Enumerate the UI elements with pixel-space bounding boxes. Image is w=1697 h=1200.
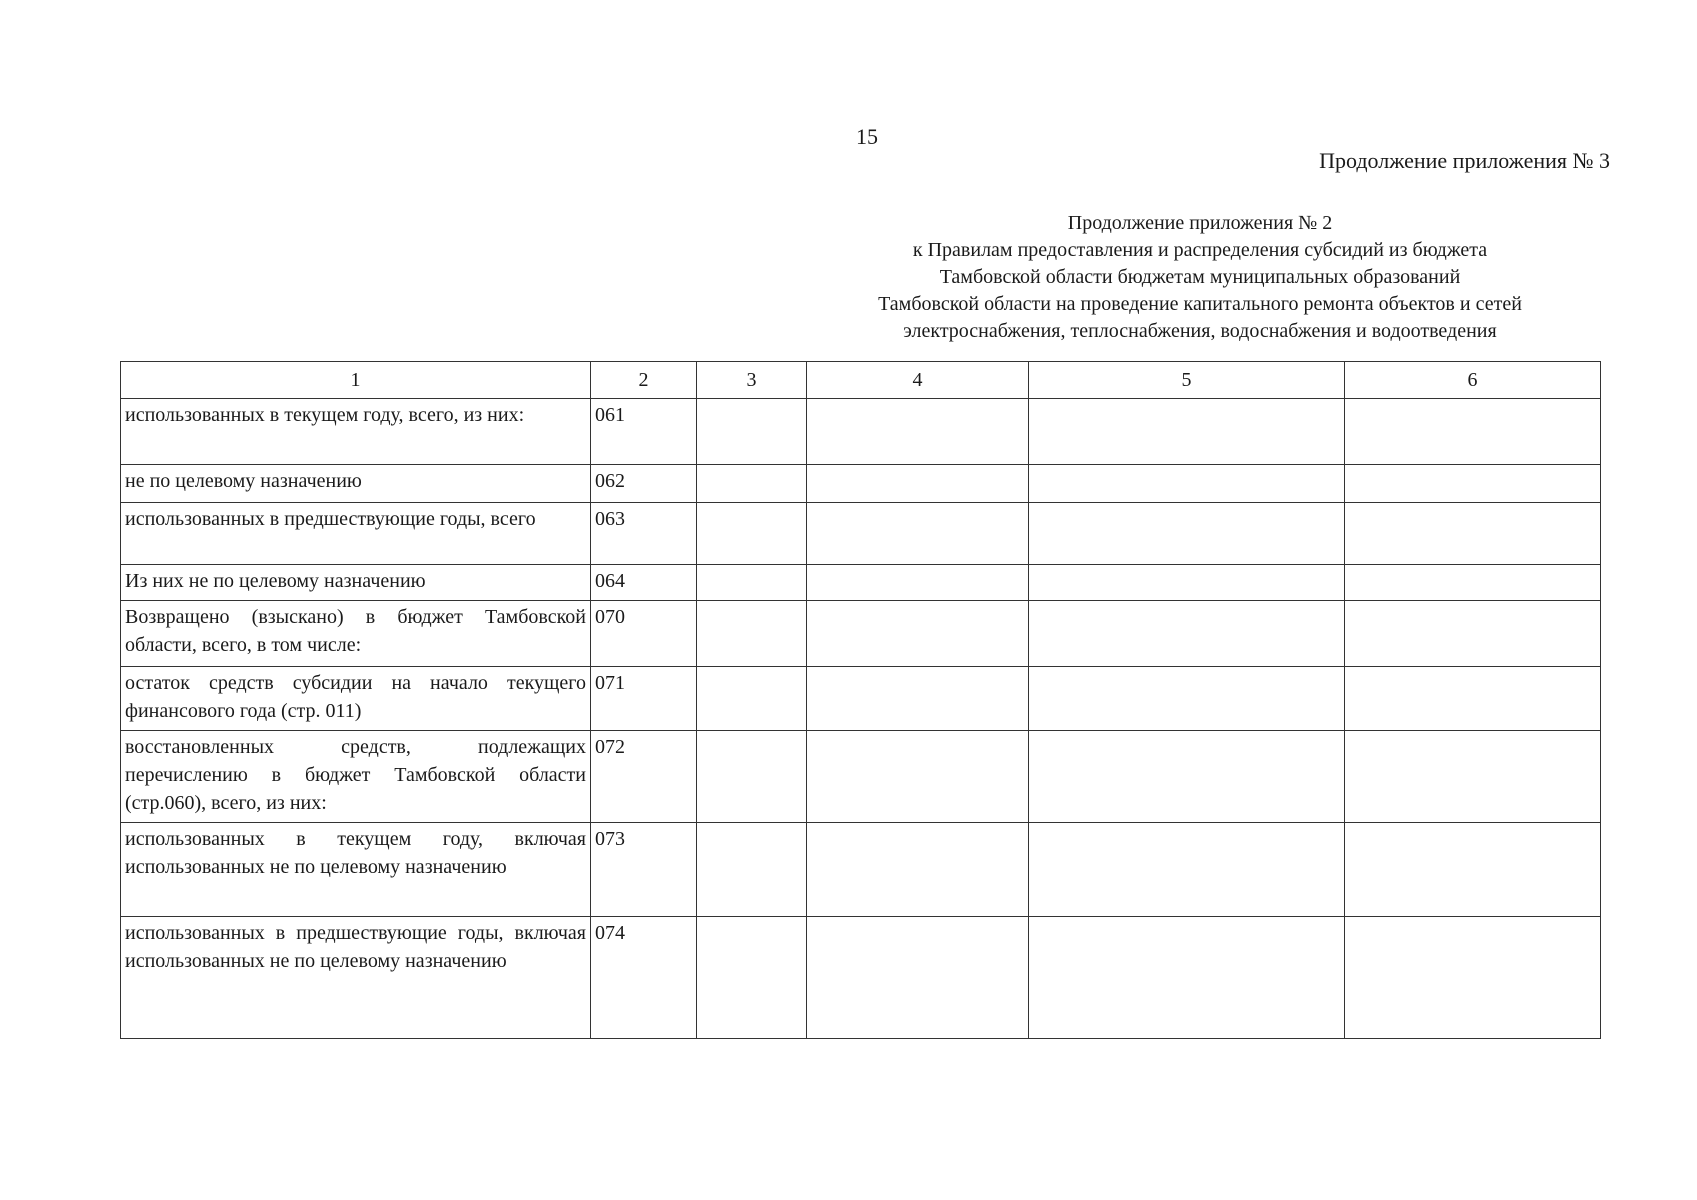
header-line: к Правилам предоставления и распределения субсидий из бюджета — [912, 239, 1488, 261]
row-description: не по целевому назначению — [121, 465, 591, 503]
empty-cell-col-6 — [1345, 399, 1601, 465]
empty-cell-col-3 — [697, 601, 807, 667]
table-row — [121, 465, 1601, 503]
appendix-3-continuation: Продолжение приложения № 3 — [1319, 148, 1610, 173]
row-code: 074 — [591, 917, 697, 1039]
table-row — [121, 823, 1601, 917]
column-header-4: 4 — [807, 362, 1029, 399]
empty-cell-col-5 — [1029, 667, 1345, 731]
empty-cell-col-3 — [697, 465, 807, 503]
empty-cell-col-5 — [1029, 503, 1345, 565]
empty-cell-col-6 — [1345, 565, 1601, 601]
empty-cell-col-3 — [697, 667, 807, 731]
empty-cell-col-3 — [697, 731, 807, 823]
empty-cell-col-6 — [1345, 731, 1601, 823]
table-row — [121, 601, 1601, 667]
row-code: 062 — [591, 465, 697, 503]
empty-cell-col-5 — [1029, 917, 1345, 1039]
empty-cell-col-5 — [1029, 465, 1345, 503]
empty-cell-col-4 — [807, 823, 1029, 917]
empty-cell-col-5 — [1029, 601, 1345, 667]
row-code: 063 — [591, 503, 697, 565]
empty-cell-col-6 — [1345, 823, 1601, 917]
table-row — [121, 667, 1601, 731]
row-code: 073 — [591, 823, 697, 917]
empty-cell-col-6 — [1345, 667, 1601, 731]
empty-cell-col-6 — [1345, 503, 1601, 565]
column-header-2: 2 — [591, 362, 697, 399]
empty-cell-col-4 — [807, 399, 1029, 465]
column-header-5: 5 — [1029, 362, 1345, 399]
row-description: остаток средств субсидии на начало текущего финансового года (стр. 011) — [121, 667, 591, 731]
row-code: 070 — [591, 601, 697, 667]
empty-cell-col-3 — [697, 399, 807, 465]
header-line: Тамбовской области на проведение капитального ремонта объектов и сетей — [878, 293, 1522, 315]
empty-cell-col-4 — [807, 601, 1029, 667]
empty-cell-col-6 — [1345, 601, 1601, 667]
page-number: 15 — [856, 124, 878, 149]
table-body — [121, 399, 1601, 1039]
row-description: Из них не по целевому назначению — [121, 565, 591, 601]
row-code: 061 — [591, 399, 697, 465]
empty-cell-col-4 — [807, 917, 1029, 1039]
row-code: 072 — [591, 731, 697, 823]
empty-cell-col-4 — [807, 731, 1029, 823]
row-description: восстановленных средств, подлежащих перечислению в бюджет Тамбовской области (стр.060), всего, из них: — [121, 731, 591, 823]
empty-cell-col-3 — [697, 823, 807, 917]
report-table — [120, 361, 1601, 1039]
table-header-row — [121, 362, 1601, 399]
empty-cell-col-6 — [1345, 917, 1601, 1039]
empty-cell-col-3 — [697, 917, 807, 1039]
empty-cell-col-4 — [807, 565, 1029, 601]
row-description: использованных в текущем году, включая использованных не по целевому назначению — [121, 823, 591, 917]
empty-cell-col-5 — [1029, 731, 1345, 823]
row-description: использованных в предшествующие годы, всего — [121, 503, 591, 565]
appendix-2-header — [800, 210, 1600, 345]
empty-cell-col-4 — [807, 465, 1029, 503]
empty-cell-col-5 — [1029, 565, 1345, 601]
column-header-1: 1 — [121, 362, 591, 399]
header-line: электроснабжения, теплоснабжения, водоснабжения и водоотведения — [903, 320, 1497, 342]
table-row — [121, 731, 1601, 823]
row-description: использованных в предшествующие годы, включая использованных не по целевому назначению — [121, 917, 591, 1039]
header-line: Тамбовской области бюджетам муниципальных образований — [939, 266, 1461, 288]
empty-cell-col-3 — [697, 565, 807, 601]
table-row — [121, 565, 1601, 601]
empty-cell-col-4 — [807, 503, 1029, 565]
table-row — [121, 399, 1601, 465]
header-line: Продолжение приложения № 2 — [1067, 212, 1333, 234]
column-header-6: 6 — [1345, 362, 1601, 399]
empty-cell-col-3 — [697, 503, 807, 565]
row-code: 071 — [591, 667, 697, 731]
empty-cell-col-5 — [1029, 823, 1345, 917]
empty-cell-col-6 — [1345, 465, 1601, 503]
row-description: Возвращено (взыскано) в бюджет Тамбовской области, всего, в том числе: — [121, 601, 591, 667]
column-header-3: 3 — [697, 362, 807, 399]
empty-cell-col-4 — [807, 667, 1029, 731]
table-row — [121, 917, 1601, 1039]
empty-cell-col-5 — [1029, 399, 1345, 465]
row-description: использованных в текущем году, всего, из них: — [121, 399, 591, 465]
row-code: 064 — [591, 565, 697, 601]
table-row — [121, 503, 1601, 565]
